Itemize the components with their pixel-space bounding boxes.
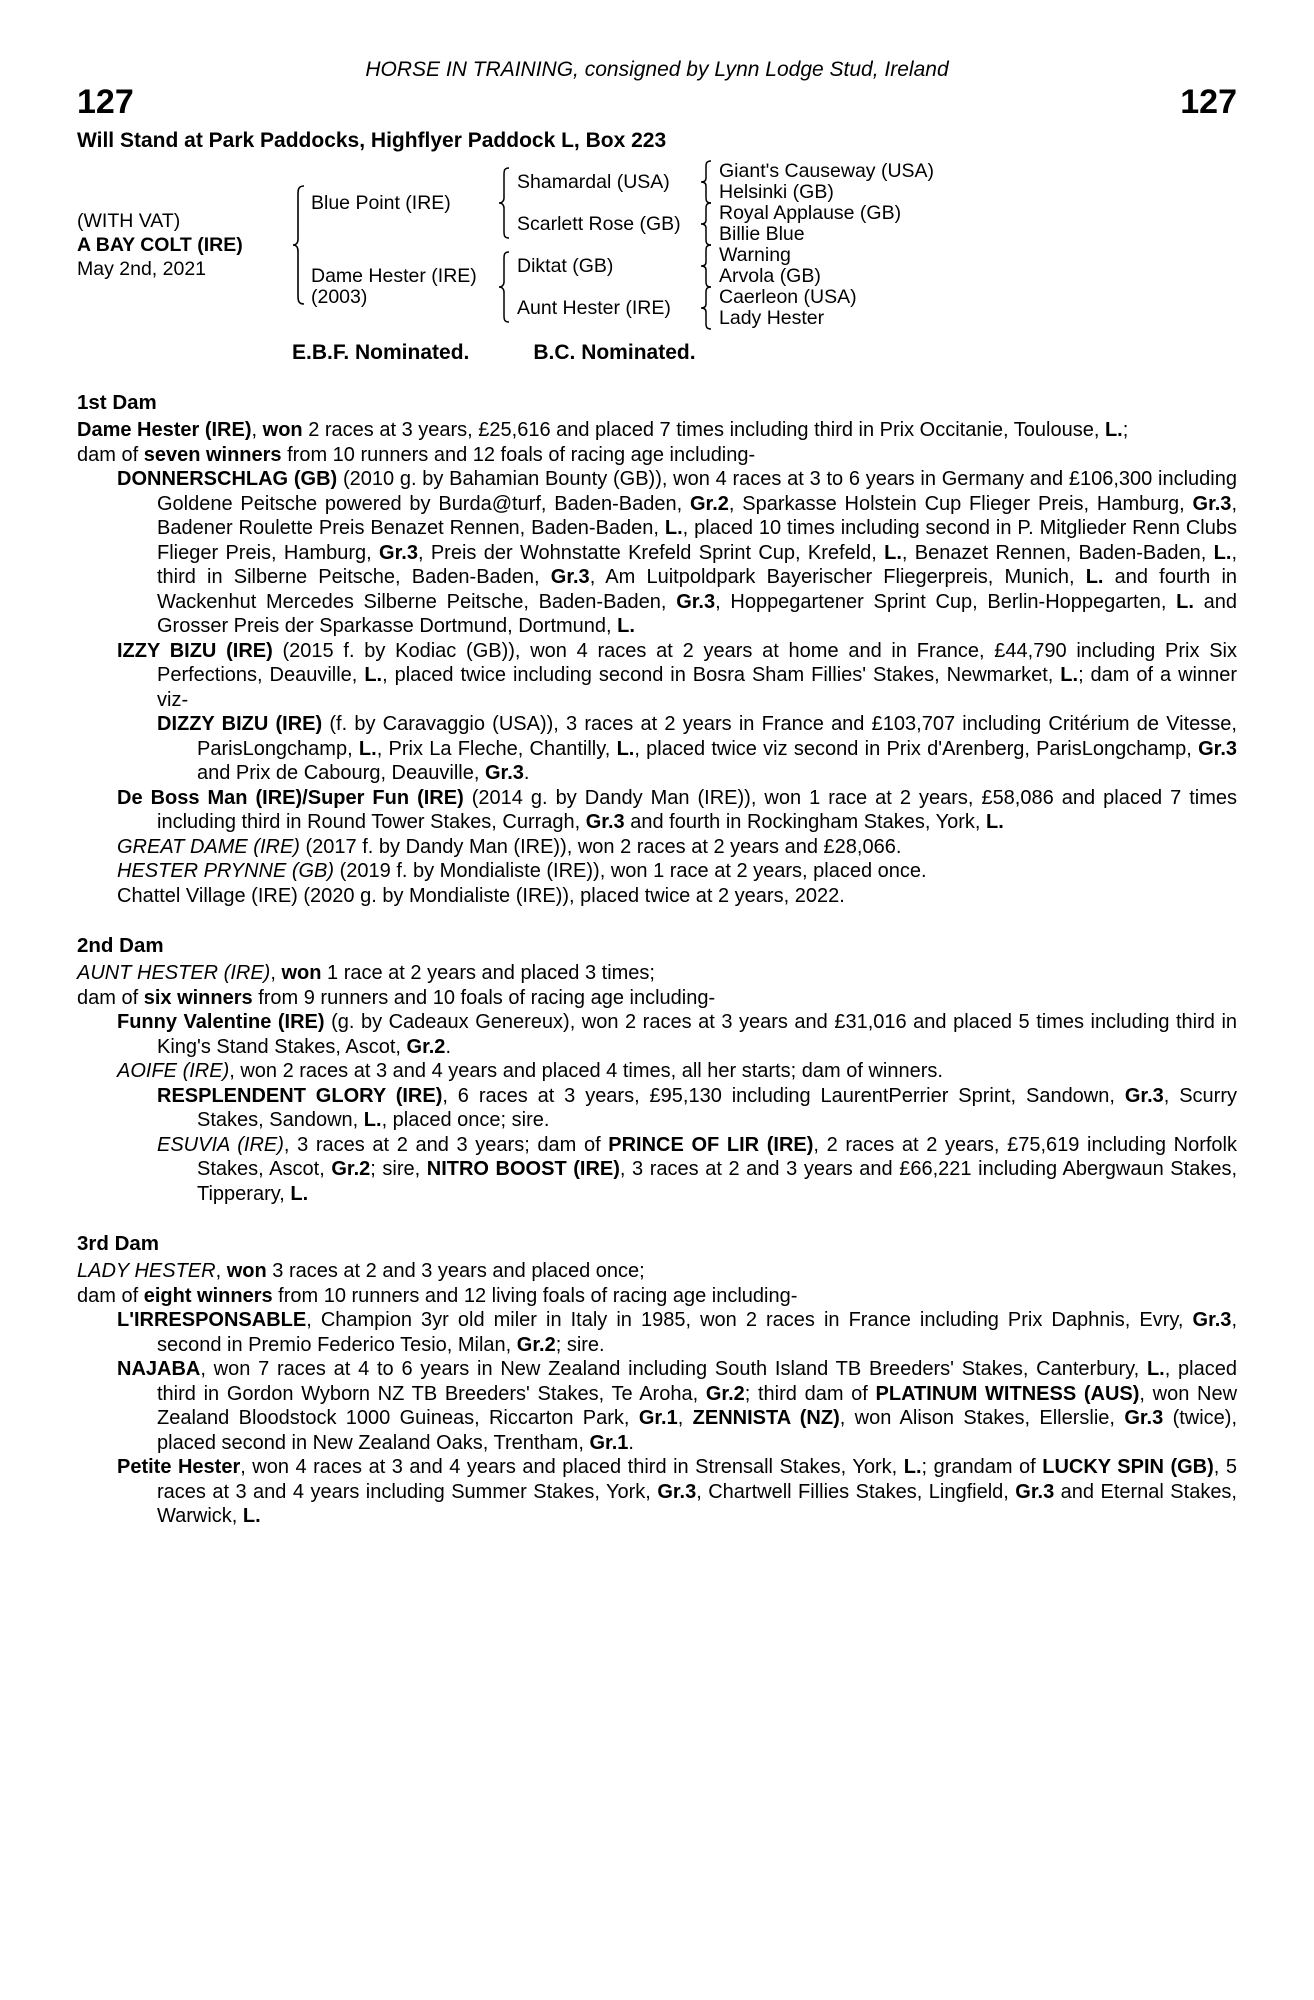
ancestor-name: Lady Hester [719, 307, 825, 329]
pedigree-paragraph [77, 712, 1237, 786]
text-segment: (2015 f. by Kodiac (GB)), won 4 races at 2 years at home and in France, £44,790 including Prix Six Perfections, Deauville, [157, 639, 1237, 686]
text-segment: . [445, 1035, 451, 1058]
text-segment: and fourth in Wackenhut Mercedes Silberne Peitsche, Baden-Baden, [157, 566, 1238, 613]
text-segment: (2017 f. by Dandy Man (IRE)), won 2 races at 2 years and £28,066. [299, 835, 902, 858]
text-segment: , won Alison Stakes, Ellerslie, [839, 1407, 1125, 1429]
pedigree-paragraph [77, 418, 1237, 443]
text-segment: L. [617, 615, 635, 637]
text-segment: , Am Luitpoldpark Bayerischer Fliegerpreis, Munich, [589, 566, 1086, 588]
text-segment: (2010 g. by Bahamian Bounty (GB)), won 4 races at 3 to 6 years in Germany and £106,300 including Goldene Peitsche powered by Burda@turf, Baden-Baden, [157, 468, 1237, 515]
text-segment: , won 2 races at 3 and 4 years and placed 4 times, all her starts; dam of winners. [229, 1060, 943, 1082]
nominations-row [292, 341, 1237, 365]
text-segment: 3 races at 2 and 3 years and placed once; [266, 1260, 645, 1282]
text-segment: dam of [77, 1284, 144, 1307]
text-segment: six winners [143, 986, 253, 1009]
text-segment: Dame Hester (IRE) [77, 419, 252, 441]
text-segment: Gr.2 [689, 492, 729, 515]
brace-icon [491, 161, 517, 245]
text-segment: ; dam of a winner viz- [157, 664, 1237, 711]
text-segment: , 5 races at 3 and 4 years including Summer Stakes, York, [157, 1456, 1237, 1503]
ancestor-name: Billie Blue [719, 223, 805, 245]
text-segment: L. [986, 811, 1004, 833]
brace-icon [693, 203, 719, 245]
text-segment: Gr.3 [484, 762, 524, 784]
ancestor-name: Caerleon (USA) [719, 286, 857, 308]
pedigree-details [77, 391, 1237, 1529]
text-segment: L. [363, 1109, 382, 1131]
brace-icon [491, 245, 517, 329]
text-segment: , Chartwell Fillies Stakes, Lingfield, [696, 1480, 1016, 1503]
ancestor-name: Arvola (GB) [719, 265, 821, 287]
text-segment: NAJABA [117, 1358, 201, 1380]
text-segment: Gr.3 [676, 590, 716, 613]
pedigree-dam [311, 245, 491, 329]
text-segment: GREAT DAME (IRE) [117, 835, 300, 858]
text-segment: PLATINUM WITNESS (AUS) [875, 1382, 1140, 1405]
text-segment: ZENNISTA (NZ) [692, 1407, 840, 1429]
pedigree-sire [311, 161, 491, 245]
text-segment: , [215, 1260, 227, 1282]
text-segment: L. [364, 664, 383, 686]
text-segment: LUCKY SPIN (GB) [1042, 1456, 1214, 1478]
text-segment: won [281, 962, 322, 984]
pedigree-ancestor [719, 308, 1237, 329]
text-segment: L. [1060, 664, 1079, 686]
text-segment: and Prix de Cabourg, Deauville, [197, 762, 485, 784]
text-segment: , won 7 races at 4 to 6 years in New Zealand including South Island TB Breeders' Stakes, Canterbury, [200, 1358, 1147, 1380]
text-segment: HESTER PRYNNE (GB) [117, 860, 335, 882]
text-segment: De Boss Man (IRE)/Super Fun (IRE) [117, 786, 464, 809]
text-segment: ESUVIA (IRE) [157, 1133, 284, 1156]
ancestor-name: Giant's Causeway (USA) [719, 160, 935, 182]
brace-icon [285, 161, 311, 329]
text-segment: , Benazet Rennen, Baden-Baden, [901, 541, 1214, 564]
text-segment: IZZY BIZU (IRE) [117, 639, 273, 662]
text-segment: Gr.3 [550, 566, 590, 588]
text-segment: and fourth in Rockingham Stakes, York, [624, 811, 986, 833]
lot-number-row [77, 84, 1237, 120]
text-segment: . [628, 1431, 634, 1454]
text-segment: L. [1146, 1358, 1165, 1380]
text-segment: , [677, 1407, 693, 1429]
text-segment: ; sire. [555, 1333, 605, 1356]
text-segment: ; sire, [370, 1158, 427, 1180]
subject-foaling-date: May 2nd, 2021 [77, 258, 207, 280]
brace-icon [693, 245, 719, 287]
lot-number-left: 127 [77, 83, 134, 121]
text-segment: AUNT HESTER (IRE) [77, 962, 271, 984]
text-segment: dam of [77, 443, 144, 466]
dam-section [77, 1232, 1237, 1529]
text-segment: (2019 f. by Mondialiste (IRE)), won 1 race at 2 years, placed once. [334, 860, 927, 882]
pedigree-ancestor [719, 182, 1237, 203]
text-segment: L. [242, 1505, 261, 1527]
text-segment: (f. by Caravaggio (USA)), 3 races at 2 years in France and £103,707 including Critérium de Vitesse, ParisLongchamp, [197, 713, 1237, 760]
text-segment: L. [358, 737, 377, 760]
text-segment: from 9 runners and 10 foals of racing age including- [252, 986, 716, 1009]
dam-section-heading: 1st Dam [77, 391, 157, 414]
consignment-line: HORSE IN TRAINING, consigned by Lynn Lodge Stud, Ireland [365, 58, 949, 81]
pedigree-paragraph [77, 1259, 1237, 1284]
text-segment: , Champion 3yr old miler in Italy in 1985, won 2 races in France including Prix Daphnis, Evry, [306, 1309, 1193, 1331]
pedigree-paragraph [77, 1308, 1237, 1357]
pedigree-paragraph [77, 786, 1237, 835]
pedigree-dam-sire [517, 245, 693, 287]
text-segment: , 3 races at 2 and 3 years and £66,221 including Abergwaun Stakes, Tipperary, [197, 1158, 1237, 1205]
text-segment: , 6 races at 3 years, £95,130 including LaurentPerrier Sprint, Sandown, [442, 1084, 1125, 1107]
pedigree-table [77, 161, 1237, 329]
ancestor-name: Helsinki (GB) [719, 181, 834, 203]
text-segment: L. [664, 517, 683, 539]
dam-sire-name: Diktat (GB) [517, 254, 614, 277]
text-segment: L. [1085, 566, 1104, 588]
pedigree-paragraph [77, 1284, 1237, 1309]
text-segment: L. [1213, 541, 1232, 564]
text-segment: RESPLENDENT GLORY (IRE) [157, 1084, 443, 1107]
text-segment: Gr.3 [1198, 737, 1238, 760]
text-segment: won [226, 1260, 267, 1282]
text-segment: Gr.2 [331, 1158, 371, 1180]
pedigree-sire-sire [517, 161, 693, 203]
dam-year: (2003) [311, 286, 368, 308]
text-segment: Gr.3 [1192, 1309, 1232, 1331]
text-segment: DIZZY BIZU (IRE) [157, 713, 323, 735]
text-segment: seven winners [143, 443, 282, 466]
pedigree-paragraph [77, 835, 1237, 860]
text-segment: , Hoppegartener Sprint Cup, Berlin-Hoppegarten, [715, 590, 1177, 613]
sire-sire-name: Shamardal (USA) [517, 170, 670, 193]
subject-name: A BAY COLT (IRE) [77, 234, 243, 256]
text-segment: ; grandam of [921, 1456, 1043, 1478]
dam-section-heading: 3rd Dam [77, 1232, 160, 1255]
text-segment: , [251, 419, 263, 441]
text-segment: won [262, 419, 303, 441]
pedigree-paragraph [77, 1455, 1237, 1529]
text-segment: , second in Premio Federico Tesio, Milan, [157, 1309, 1237, 1356]
text-segment: L. [884, 541, 902, 564]
bc-nominated-label: B.C. Nominated. [533, 341, 696, 364]
text-segment: Gr.3 [1124, 1084, 1164, 1107]
text-segment: Funny Valentine (IRE) [117, 1011, 325, 1033]
text-segment: , placed third in Gordon Wyborn NZ TB Breeders' Stakes, Te Aroha, [157, 1358, 1237, 1405]
text-segment: LADY HESTER [77, 1260, 216, 1282]
dam-dam-name: Aunt Hester (IRE) [517, 296, 671, 319]
text-segment: , placed 10 times including second in P. Mitglieder Renn Clubs Flieger Preis, Hamburg, [157, 517, 1237, 564]
text-segment: L. [1104, 419, 1123, 441]
text-segment: L'IRRESPONSABLE [117, 1309, 307, 1331]
pedigree-ancestor [719, 224, 1237, 245]
ancestor-name: Royal Applause (GB) [719, 202, 902, 224]
text-segment: , Prix La Fleche, Chantilly, [376, 737, 617, 760]
text-segment: 1 race at 2 years and placed 3 times; [321, 962, 655, 984]
text-segment: Gr.2 [406, 1035, 446, 1058]
text-segment: from 10 runners and 12 foals of racing age including- [281, 443, 756, 466]
dam-name: Dame Hester (IRE) [311, 265, 477, 287]
pedigree-paragraph [77, 1059, 1237, 1084]
text-segment: , Badener Roulette Preis Benazet Rennen, Baden-Baden, [157, 492, 1237, 539]
text-segment: , Preis der Wohnstatte Krefeld Sprint Cup, Krefeld, [417, 541, 885, 564]
pedigree-paragraph [77, 1084, 1237, 1133]
text-segment: Gr.1 [638, 1407, 678, 1429]
pedigree-paragraph [77, 986, 1237, 1011]
text-segment: ; third dam of [744, 1382, 876, 1405]
text-segment: and Eternal Stakes, Warwick, [157, 1480, 1237, 1527]
text-segment: Gr.3 [1124, 1407, 1164, 1429]
dam-section [77, 391, 1237, 908]
text-segment: L. [290, 1182, 309, 1205]
pedigree-paragraph [77, 1010, 1237, 1059]
text-segment: dam of [77, 986, 144, 1009]
stand-location: Will Stand at Park Paddocks, Highflyer Paddock L, Box 223 [77, 129, 667, 152]
text-segment: L. [903, 1456, 922, 1478]
brace-icon [693, 287, 719, 329]
text-segment: , won New Zealand Bloodstock 1000 Guineas, Riccarton Park, [157, 1382, 1238, 1429]
text-segment: Gr.3 [1015, 1480, 1055, 1503]
text-segment: , third in Silberne Peitsche, Baden-Baden, [157, 541, 1237, 588]
text-segment: Gr.2 [705, 1382, 745, 1405]
pedigree-paragraph [77, 1133, 1237, 1207]
text-segment: Gr.2 [516, 1333, 556, 1356]
ancestor-name: Warning [719, 244, 791, 266]
brace-icon [693, 161, 719, 203]
text-segment: 2 races at 3 years, £25,616 and placed 7 times including third in Prix Occitanie, Toulouse, [302, 419, 1105, 441]
ebf-nominated-label: E.B.F. Nominated. [292, 341, 470, 364]
text-segment: , 2 races at 2 years, £75,619 including Norfolk Stakes, Ascot, [197, 1133, 1237, 1180]
text-segment: , placed twice including second in Bosra Sham Fillies' Stakes, Newmarket, [382, 664, 1061, 686]
text-segment: (2014 g. by Dandy Man (IRE)), won 1 race at 2 years, £58,086 and placed 7 times including third in Round Tower Stakes, Curragh, [157, 786, 1237, 833]
pedigree-paragraph [77, 1357, 1237, 1455]
sire-name: Blue Point (IRE) [311, 191, 451, 214]
text-segment: Gr.3 [1192, 492, 1232, 515]
sire-dam-name: Scarlett Rose (GB) [517, 212, 681, 235]
text-segment: ; [1122, 419, 1129, 441]
pedigree-ancestor [719, 245, 1237, 266]
text-segment: , 3 races at 2 and 3 years; dam of [283, 1133, 609, 1156]
lot-number-right: 127 [1180, 83, 1237, 121]
text-segment: , [270, 962, 282, 984]
pedigree-ancestor [719, 203, 1237, 224]
pedigree-paragraph [77, 859, 1237, 884]
text-segment: Gr.1 [589, 1431, 629, 1454]
text-segment: , won 4 races at 3 and 4 years and placed third in Strensall Stakes, York, [240, 1456, 904, 1478]
dam-section [77, 934, 1237, 1206]
pedigree-paragraph [77, 961, 1237, 986]
text-segment: (g. by Cadeaux Genereux), won 2 races at 3 years and £31,016 and placed 5 times including third in King's Stand Stakes, Ascot, [157, 1011, 1238, 1058]
text-segment: (twice), placed second in New Zealand Oaks, Trentham, [157, 1407, 1238, 1454]
text-segment: and Grosser Preis der Sparkasse Dortmund, Dortmund, [157, 590, 1237, 637]
text-segment: , placed once; sire. [381, 1109, 550, 1131]
text-segment: AOIFE (IRE) [117, 1060, 230, 1082]
text-segment: NITRO BOOST (IRE) [426, 1158, 620, 1180]
text-segment: Petite Hester [117, 1456, 241, 1478]
text-segment: Gr.3 [657, 1480, 697, 1503]
pedigree-sire-dam [517, 203, 693, 245]
subject-info [77, 161, 285, 329]
text-segment: , Sparkasse Holstein Cup Flieger Preis, Hamburg, [728, 492, 1193, 515]
text-segment: DONNERSCHLAG (GB) [117, 468, 338, 490]
text-segment: from 10 runners and 12 living foals of racing age including- [272, 1284, 798, 1307]
text-segment: , placed twice viz second in Prix d'Arenberg, ParisLongchamp, [634, 737, 1199, 760]
pedigree-paragraph [77, 467, 1237, 639]
with-vat-label: (WITH VAT) [77, 210, 181, 232]
text-segment: Gr.3 [585, 811, 625, 833]
pedigree-paragraph [77, 443, 1237, 468]
text-segment: L. [616, 737, 635, 760]
pedigree-ancestor [719, 266, 1237, 287]
pedigree-dam-dam [517, 287, 693, 329]
text-segment: eight winners [143, 1284, 273, 1307]
pedigree-ancestor [719, 287, 1237, 308]
pedigree-ancestor [719, 161, 1237, 182]
pedigree-paragraph [77, 884, 1237, 909]
text-segment: PRINCE OF LIR (IRE) [608, 1133, 814, 1156]
text-segment: L. [1176, 590, 1194, 613]
pedigree-paragraph [77, 639, 1237, 713]
dam-section-heading: 2nd Dam [77, 934, 164, 957]
text-segment: . [523, 762, 530, 784]
text-segment: Gr.3 [379, 541, 418, 564]
text-segment: , Scurry Stakes, Sandown, [197, 1084, 1237, 1131]
text-segment: Chattel Village (IRE) (2020 g. by Mondialiste (IRE)), placed twice at 2 years, 2022. [117, 884, 845, 907]
